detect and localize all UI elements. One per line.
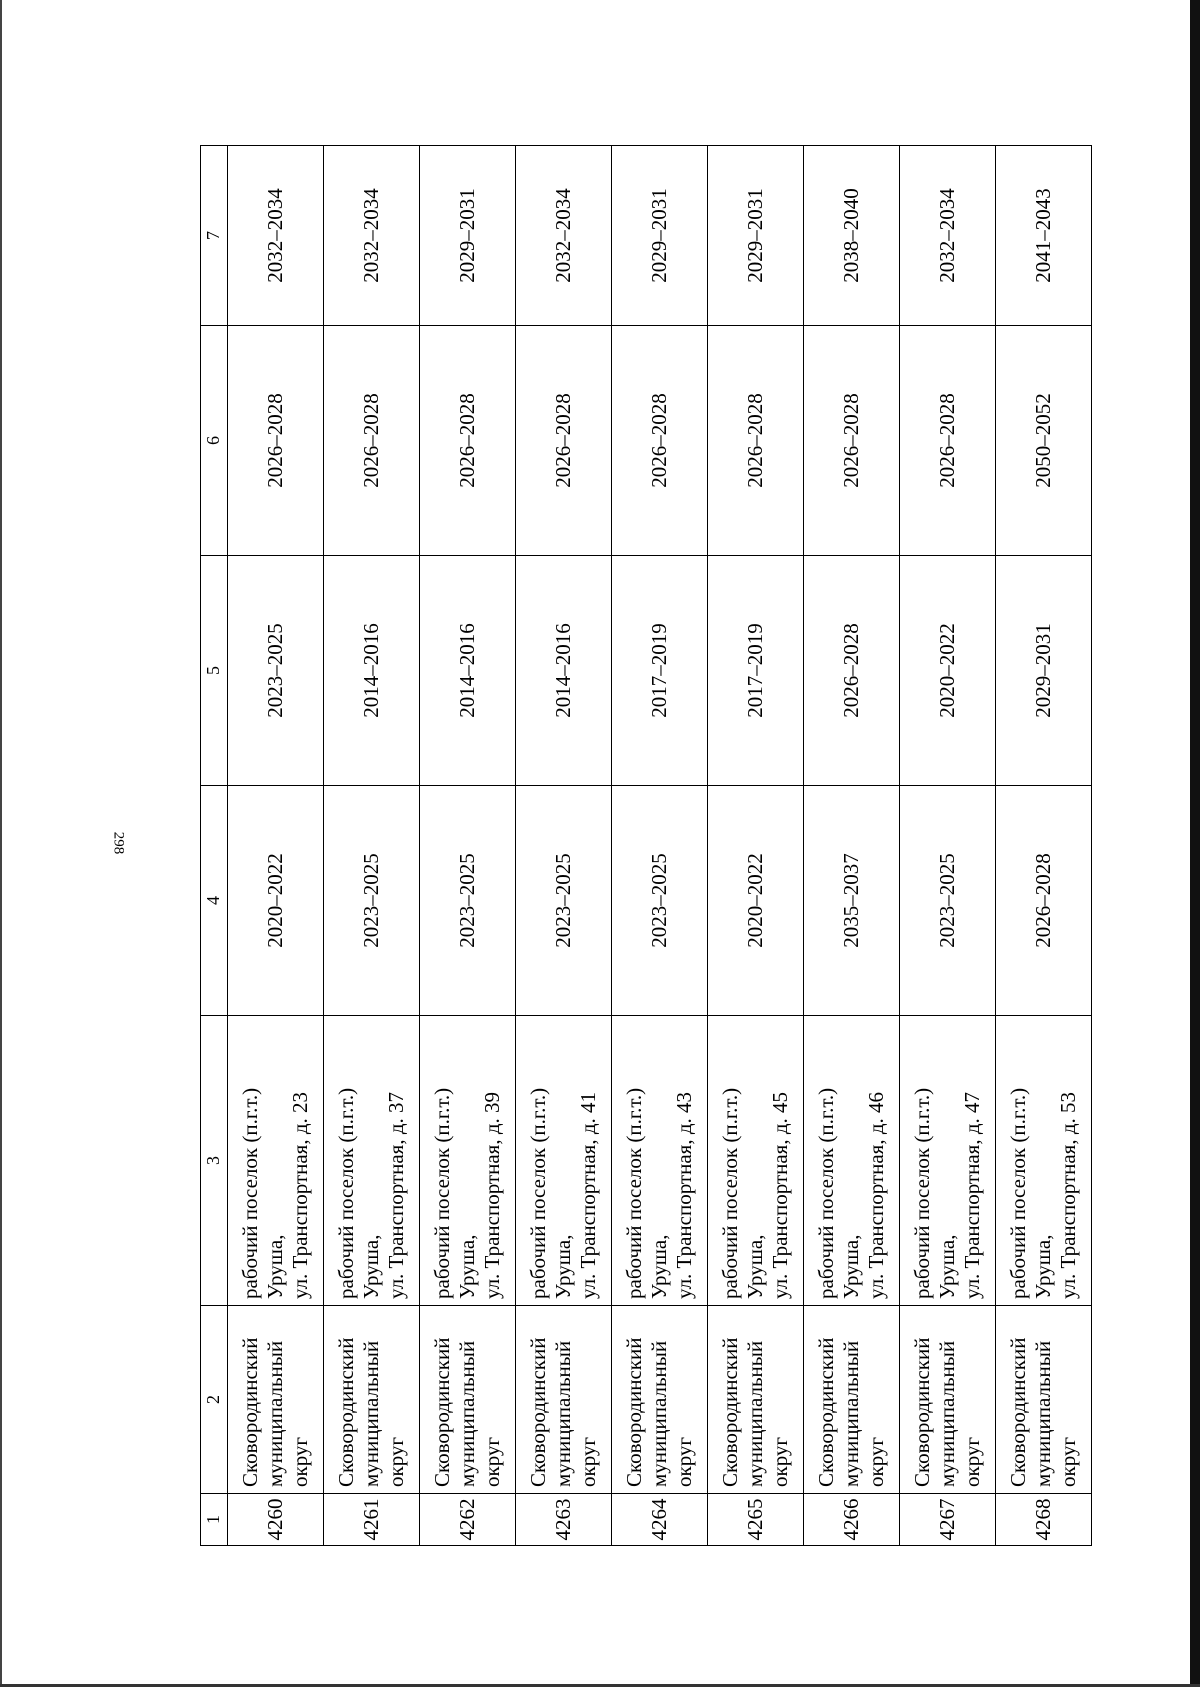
cell-period-c4: 2023–2025 (612, 786, 708, 1016)
cell-address (420, 1016, 516, 1306)
table-row (228, 146, 324, 1546)
cell-period-c7: 2029–2031 (420, 146, 516, 326)
address-line: рабочий поселок (п.г.т.) (814, 1087, 839, 1299)
cell-period-c6: 2050–2052 (996, 326, 1092, 556)
district-line: округ (671, 1436, 696, 1487)
table-row (708, 146, 804, 1546)
district-line: муниципальный (359, 1340, 384, 1487)
cell-address (996, 1016, 1092, 1306)
page-number: 298 (110, 831, 127, 855)
cell-period-c6: 2026–2028 (612, 326, 708, 556)
cell-period-c5: 2026–2028 (804, 556, 900, 786)
address-line: Уруша, (1031, 1234, 1056, 1299)
cell-period-c5: 2029–2031 (996, 556, 1092, 786)
address-line: Уруша, (455, 1234, 480, 1299)
address-line: ул. Транспортная, д. 41 (575, 1091, 600, 1299)
district-line: Сковородинский (334, 1337, 359, 1487)
cell-id: 4264 (612, 1494, 708, 1546)
table-row (996, 146, 1092, 1546)
cell-id: 4268 (996, 1494, 1092, 1546)
cell-period-c7: 2029–2031 (708, 146, 804, 326)
cell-address (324, 1016, 420, 1306)
cell-period-c4: 2020–2022 (708, 786, 804, 1016)
table-body (228, 146, 1092, 1546)
cell-address (612, 1016, 708, 1306)
address-line: рабочий поселок (п.г.т.) (238, 1087, 263, 1299)
address-line: ул. Транспортная, д. 39 (479, 1091, 504, 1299)
district-line: Сковородинский (622, 1337, 647, 1487)
column-header: 1 (201, 1494, 228, 1546)
cell-period-c4: 2023–2025 (900, 786, 996, 1016)
address-line: Уруша, (743, 1234, 768, 1299)
cell-address (900, 1016, 996, 1306)
column-header: 2 (201, 1306, 228, 1494)
cell-district (804, 1306, 900, 1494)
address-line: Уруша, (551, 1234, 576, 1299)
address-line: ул. Транспортная, д. 23 (287, 1091, 312, 1299)
address-line: рабочий поселок (п.г.т.) (718, 1087, 743, 1299)
district-line: муниципальный (455, 1340, 480, 1487)
address-line: Уруша, (839, 1234, 864, 1299)
district-line: Сковородинский (430, 1337, 455, 1487)
cell-period-c4: 2035–2037 (804, 786, 900, 1016)
cell-district (708, 1306, 804, 1494)
district-line: округ (575, 1436, 600, 1487)
scan-edge-right (1190, 0, 1200, 1687)
address-line: рабочий поселок (п.г.т.) (1006, 1087, 1031, 1299)
cell-address (804, 1016, 900, 1306)
cell-period-c5: 2014–2016 (324, 556, 420, 786)
cell-district (612, 1306, 708, 1494)
address-line: рабочий поселок (п.г.т.) (622, 1087, 647, 1299)
cell-id: 4267 (900, 1494, 996, 1546)
address-line: ул. Транспортная, д. 46 (863, 1091, 888, 1299)
cell-period-c7: 2032–2034 (228, 146, 324, 326)
table-row (516, 146, 612, 1546)
cell-period-c7: 2041–2043 (996, 146, 1092, 326)
cell-period-c7: 2029–2031 (612, 146, 708, 326)
cell-period-c6: 2026–2028 (420, 326, 516, 556)
cell-period-c6: 2026–2028 (516, 326, 612, 556)
address-line: Уруша, (935, 1234, 960, 1299)
table-row (804, 146, 900, 1546)
cell-id: 4265 (708, 1494, 804, 1546)
cell-period-c4: 2023–2025 (420, 786, 516, 1016)
district-line: муниципальный (935, 1340, 960, 1487)
address-line: Уруша, (263, 1234, 288, 1299)
cell-period-c5: 2017–2019 (612, 556, 708, 786)
cell-period-c4: 2023–2025 (516, 786, 612, 1016)
district-line: муниципальный (1031, 1340, 1056, 1487)
district-line: Сковородинский (814, 1337, 839, 1487)
scan-edge-left (0, 0, 2, 1687)
district-line: Сковородинский (910, 1337, 935, 1487)
district-line: округ (383, 1436, 408, 1487)
district-line: Сковородинский (526, 1337, 551, 1487)
cell-period-c5: 2023–2025 (228, 556, 324, 786)
address-line: Уруша, (647, 1234, 672, 1299)
cell-id: 4260 (228, 1494, 324, 1546)
cell-period-c7: 2032–2034 (324, 146, 420, 326)
address-line: рабочий поселок (п.г.т.) (430, 1087, 455, 1299)
district-line: муниципальный (263, 1340, 288, 1487)
cell-period-c5: 2014–2016 (516, 556, 612, 786)
district-line: муниципальный (743, 1340, 768, 1487)
address-line: рабочий поселок (п.г.т.) (526, 1087, 551, 1299)
cell-period-c4: 2023–2025 (324, 786, 420, 1016)
cell-district (516, 1306, 612, 1494)
district-line: округ (1055, 1436, 1080, 1487)
column-header: 4 (201, 786, 228, 1016)
cell-period-c5: 2020–2022 (900, 556, 996, 786)
cell-address (516, 1016, 612, 1306)
district-line: муниципальный (839, 1340, 864, 1487)
table-row (900, 146, 996, 1546)
table-header-row (201, 146, 228, 1546)
cell-district (420, 1306, 516, 1494)
cell-address (228, 1016, 324, 1306)
column-header: 3 (201, 1016, 228, 1306)
registry-table (200, 145, 1092, 1546)
cell-address (708, 1016, 804, 1306)
cell-period-c7: 2032–2034 (900, 146, 996, 326)
district-line: округ (959, 1436, 984, 1487)
district-line: округ (863, 1436, 888, 1487)
address-line: рабочий поселок (п.г.т.) (334, 1087, 359, 1299)
district-line: округ (479, 1436, 504, 1487)
cell-period-c6: 2026–2028 (228, 326, 324, 556)
cell-district (228, 1306, 324, 1494)
district-line: муниципальный (647, 1340, 672, 1487)
column-header: 7 (201, 146, 228, 326)
cell-district (900, 1306, 996, 1494)
table-row (612, 146, 708, 1546)
column-header: 5 (201, 556, 228, 786)
cell-id: 4262 (420, 1494, 516, 1546)
cell-period-c6: 2026–2028 (324, 326, 420, 556)
cell-id: 4266 (804, 1494, 900, 1546)
cell-period-c5: 2017–2019 (708, 556, 804, 786)
district-line: муниципальный (551, 1340, 576, 1487)
district-line: Сковородинский (718, 1337, 743, 1487)
rotated-table-container (200, 146, 1090, 1546)
cell-district (324, 1306, 420, 1494)
cell-period-c4: 2020–2022 (228, 786, 324, 1016)
cell-period-c6: 2026–2028 (900, 326, 996, 556)
address-line: рабочий поселок (п.г.т.) (910, 1087, 935, 1299)
cell-period-c7: 2038–2040 (804, 146, 900, 326)
column-header: 6 (201, 326, 228, 556)
address-line: ул. Транспортная, д. 47 (959, 1091, 984, 1299)
cell-id: 4261 (324, 1494, 420, 1546)
address-line: ул. Транспортная, д. 45 (767, 1091, 792, 1299)
cell-id: 4263 (516, 1494, 612, 1546)
address-line: ул. Транспортная, д. 53 (1055, 1091, 1080, 1299)
cell-district (996, 1306, 1092, 1494)
address-line: Уруша, (359, 1234, 384, 1299)
cell-period-c6: 2026–2028 (804, 326, 900, 556)
cell-period-c6: 2026–2028 (708, 326, 804, 556)
table-row (420, 146, 516, 1546)
cell-period-c5: 2014–2016 (420, 556, 516, 786)
address-line: ул. Транспортная, д. 43 (671, 1091, 696, 1299)
district-line: округ (287, 1436, 312, 1487)
cell-period-c4: 2026–2028 (996, 786, 1092, 1016)
address-line: ул. Транспортная, д. 37 (383, 1091, 408, 1299)
cell-period-c7: 2032–2034 (516, 146, 612, 326)
table-row (324, 146, 420, 1546)
district-line: Сковородинский (238, 1337, 263, 1487)
district-line: округ (767, 1436, 792, 1487)
district-line: Сковородинский (1006, 1337, 1031, 1487)
